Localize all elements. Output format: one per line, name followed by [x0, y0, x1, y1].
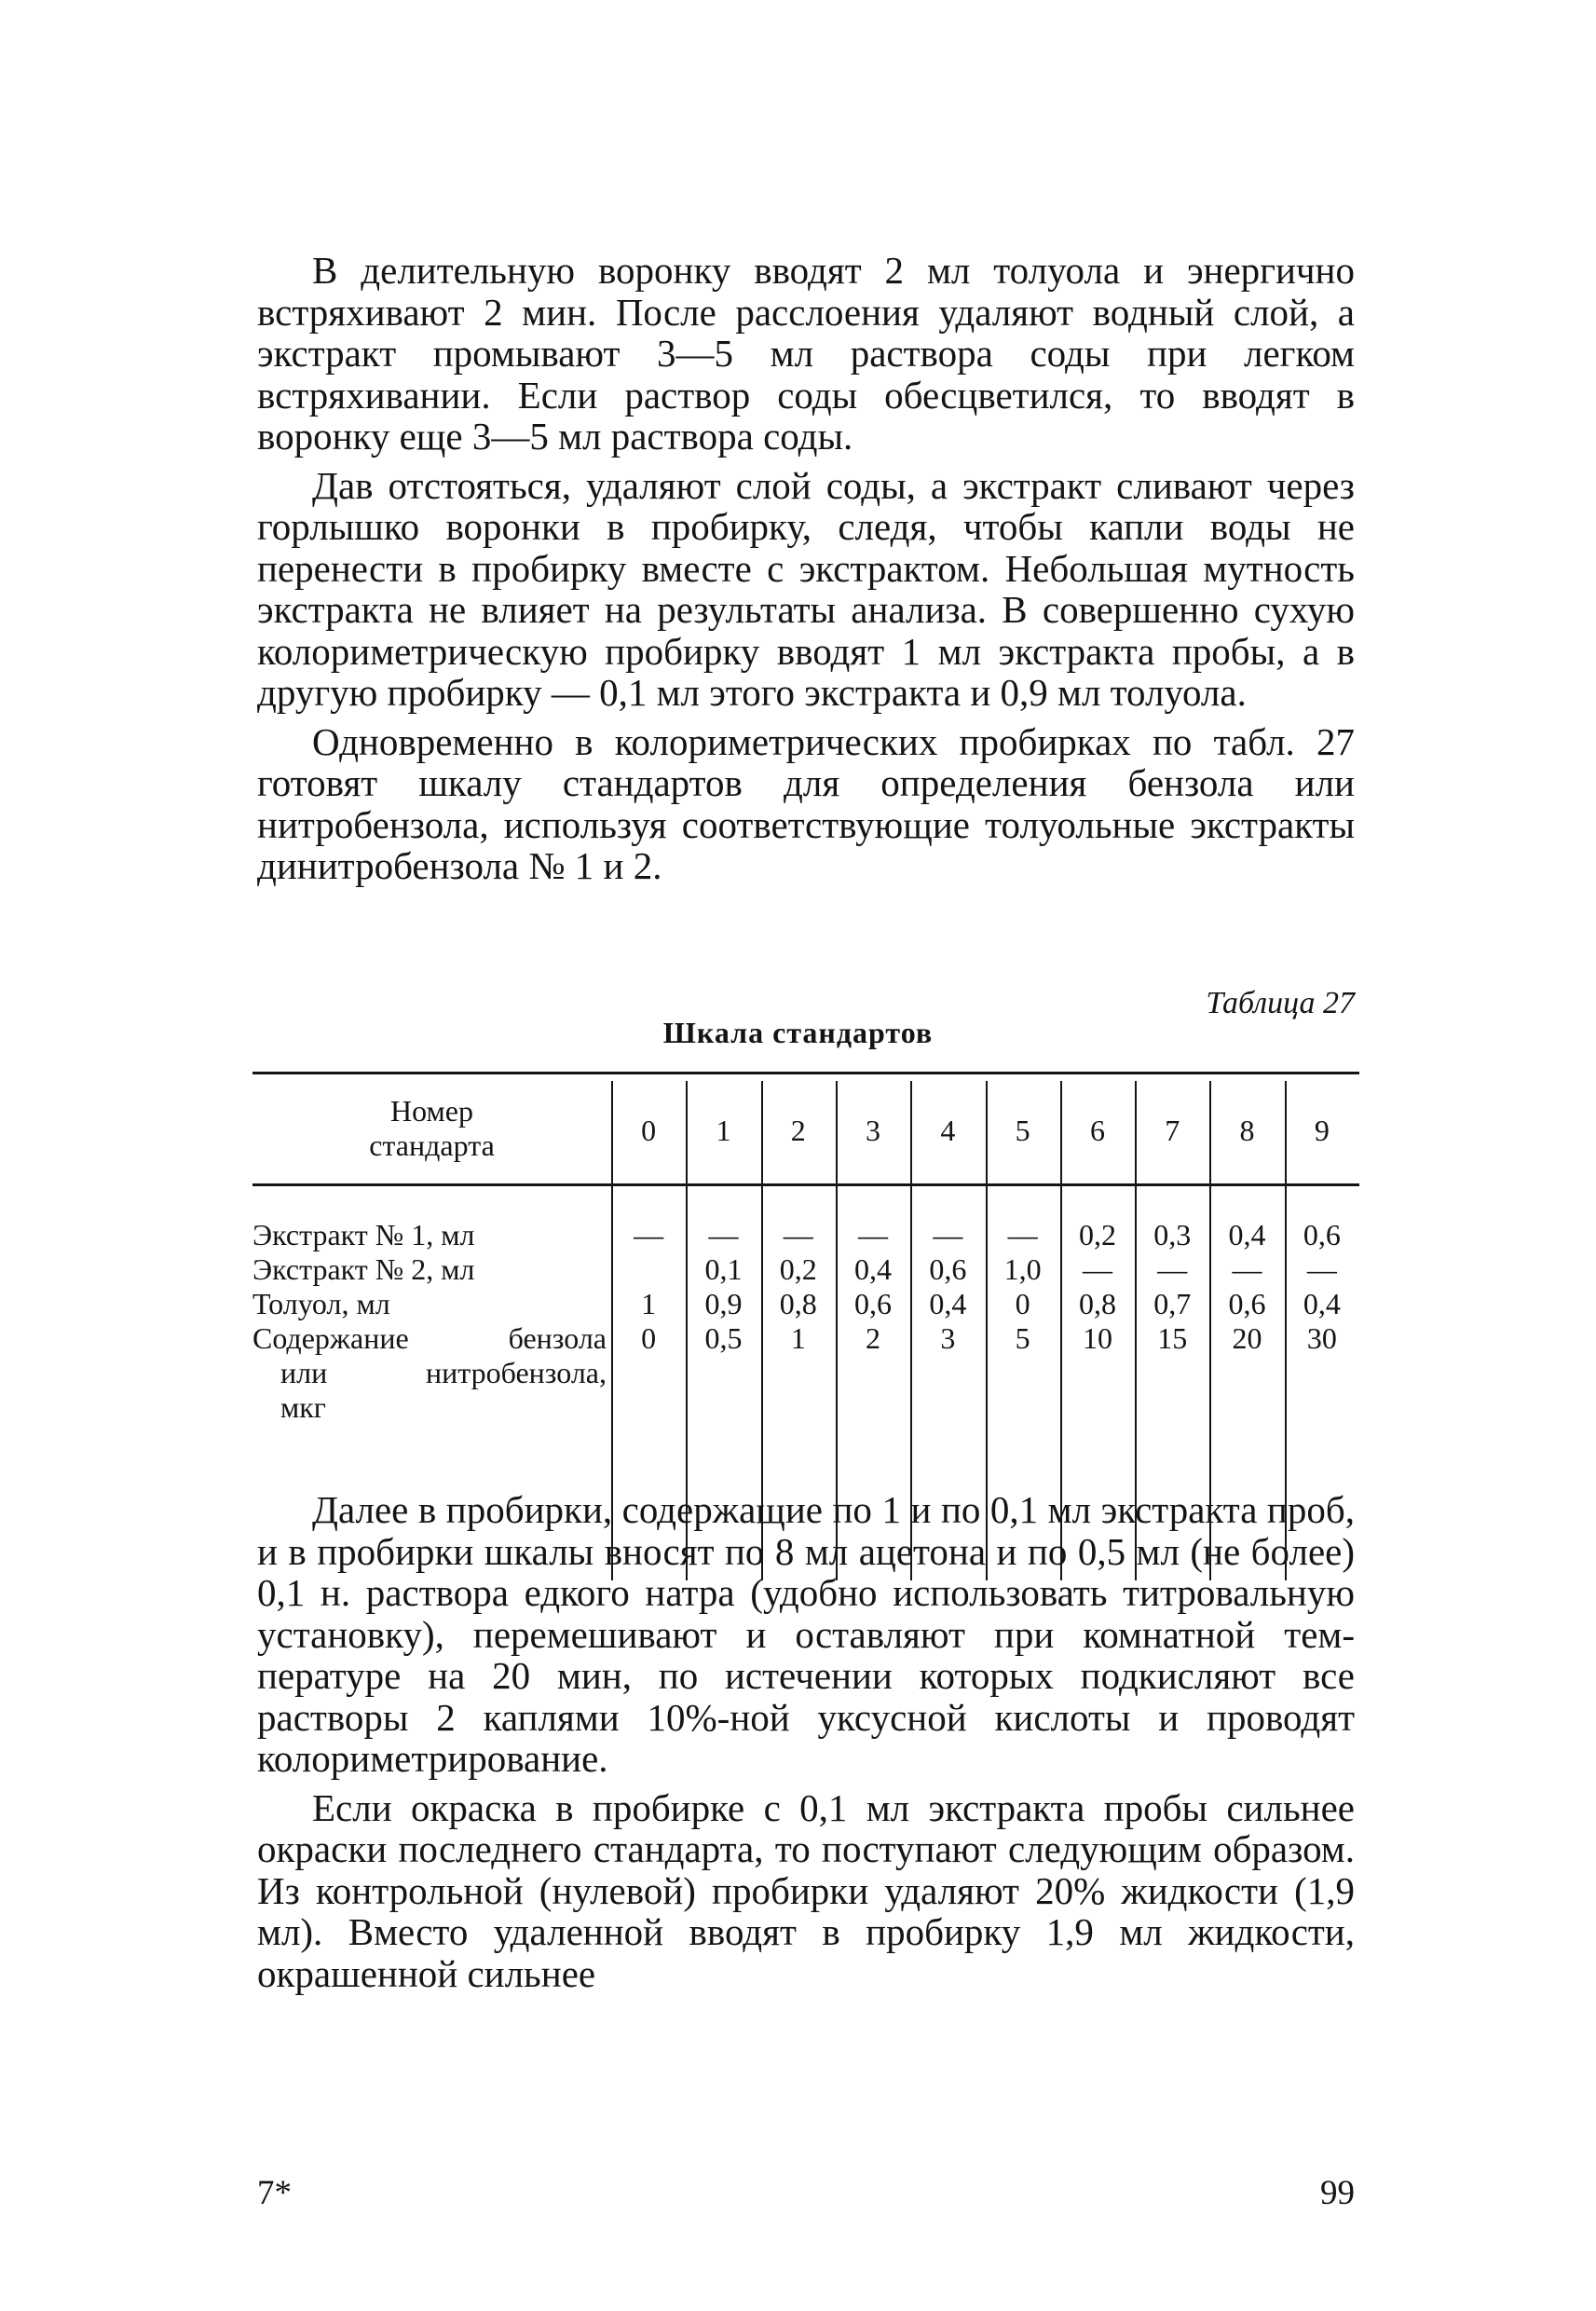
table-cell: —	[634, 1218, 664, 1251]
table-cell: 1,0	[1003, 1252, 1042, 1286]
table-cell: 15	[1157, 1321, 1188, 1355]
table-cell: 0,4	[1303, 1287, 1341, 1320]
column-header: 5	[1015, 1114, 1030, 1147]
table-cell: 2	[866, 1321, 881, 1355]
row-label-content-word: бензола	[508, 1321, 607, 1355]
table-cell: 0,6	[854, 1287, 893, 1320]
table-cell: —	[783, 1218, 813, 1251]
paragraph: Если окраска в пробирке с 0,1 мл экстракта пробы сильнее окраски последнего стандарта, то поступают следующим образом. Из контрольной (нулевой) пробирки удаляют 20% жидкости (1,9 мл). Вместо удаленной вводят в пробирку 1,9 мл жидкости, окрашенной сильнее	[257, 1785, 1355, 1995]
table-cell: 20	[1232, 1321, 1262, 1355]
table-top-rule	[252, 1072, 1359, 1074]
table-number: Таблица 27	[1206, 986, 1355, 1020]
table-cell: 0,8	[1078, 1287, 1116, 1320]
table-cell: 3	[940, 1321, 956, 1355]
table-cell: —	[1007, 1218, 1038, 1251]
header-label-line: Номер	[390, 1094, 473, 1128]
table-cell: 0,1	[704, 1252, 743, 1286]
paragraph: В делительную воронку вводят 2 мл толуола и энергично встряхивают 2 мин. После расслоения удаляют водный слой, а экстракт промывают 3—5 мл раствора соды при легком встряхивании. Если раствор соды обесцветился, то вводят в воронку еще 3—5 мл раствора соды.	[257, 249, 1355, 458]
table-cell: —	[1232, 1252, 1262, 1286]
table-header-rule	[252, 1183, 1359, 1186]
table-cell: —	[708, 1218, 739, 1251]
header-label	[252, 1094, 611, 1163]
table-cell: 10	[1082, 1321, 1112, 1355]
table-cell: 1	[641, 1287, 657, 1320]
header-label-line: стандарта	[369, 1128, 495, 1162]
body-text-bottom	[257, 1489, 1355, 1994]
table-cell: 0	[641, 1321, 657, 1355]
body-text-top	[257, 250, 1355, 887]
table-cell: 0,7	[1153, 1287, 1192, 1320]
paragraph: Одновременно в колориметрических пробирках по табл. 27 готовят шкалу стандартов для определения бензола или нитробензола, используя соответствующие толуольные экстракты динитробензола № 1 и 2.	[257, 719, 1355, 887]
table-cell: 0,3	[1153, 1218, 1192, 1251]
table-cell: 30	[1306, 1321, 1337, 1355]
signature-mark: 7*	[257, 2174, 292, 2212]
table-cell: —	[933, 1218, 963, 1251]
table-cell: 5	[1015, 1321, 1030, 1355]
column-header: 2	[790, 1114, 806, 1147]
column-header: 9	[1314, 1114, 1330, 1147]
table-cell: 0,4	[1228, 1218, 1266, 1251]
table-cell: —	[1306, 1252, 1337, 1286]
table-cell: 0,8	[779, 1287, 817, 1320]
paragraph: Дав отстояться, удаляют слой соды, а экстракт сливают через горлышко воронки в пробирку, следя, чтобы капли воды не перенести в пробирку вместе с экстрактом. Небольшая мутность экстракта не влияет на результаты анализа. В совершенно сухую колориметрическую пробирку вводят 1 мл экстракта пробы, а в другую пробирку — 0,1 мл этого экстракта и 0,9 мл толуола.	[257, 463, 1355, 714]
table-cell: 1	[790, 1321, 806, 1355]
row-label-content-unit: мкг	[280, 1390, 326, 1424]
column-header: 6	[1089, 1114, 1105, 1147]
column-header: 3	[866, 1114, 881, 1147]
table-cell: —	[1157, 1252, 1188, 1286]
table-title: Шкала стандартов	[662, 1016, 934, 1049]
page-number: 99	[1320, 2174, 1355, 2212]
paragraph: Далее в пробирки, содержащие по 1 и по 0,1 мл экстракта проб, и в пробирки шкалы вносят по 8 мл ацетона и по 0,5 мл (не более) 0,1 н. раствора едкого натра (удобно использовать титровальную установку), перемешивают и оставляют при комнатной температуре на 20 мин, по истечении которых подкисляют все растворы 2 каплями 10%-ной уксусной кислоты и проводят колориметрирование.	[257, 1488, 1355, 1780]
table-cell: 0,6	[1303, 1218, 1341, 1251]
table-cell: 0,6	[1228, 1287, 1266, 1320]
row-label-content	[252, 1321, 607, 1356]
table-cell: 0,6	[929, 1252, 967, 1286]
table-cell: 0,4	[929, 1287, 967, 1320]
table-cell: —	[858, 1218, 889, 1251]
row-label-extract-1: Экстракт № 1, мл	[252, 1218, 475, 1251]
column-header: 8	[1239, 1114, 1255, 1147]
row-label-extract-2: Экстракт № 2, мл	[252, 1252, 475, 1286]
table-cell: 0,9	[704, 1287, 743, 1320]
column-header: 1	[716, 1114, 731, 1147]
row-labels	[252, 1218, 607, 1425]
table-cell: 0,4	[854, 1252, 893, 1286]
table-cell: —	[1082, 1252, 1112, 1286]
row-label-content-word: нитробензола,	[425, 1356, 607, 1389]
table-cell: 0,2	[779, 1252, 817, 1286]
column-header: 7	[1165, 1114, 1180, 1147]
row-label-toluene: Толуол, мл	[252, 1287, 390, 1320]
table-cell: 0,2	[1078, 1218, 1116, 1251]
row-label-content-word: или	[280, 1356, 328, 1389]
row-label-content-word: Содержание	[252, 1321, 409, 1355]
column-header: 4	[940, 1114, 956, 1147]
table-cell: 0	[1015, 1287, 1030, 1320]
column-header: 0	[641, 1114, 657, 1147]
table-cell: 0,5	[704, 1321, 743, 1355]
row-label-content-cont	[252, 1356, 607, 1390]
